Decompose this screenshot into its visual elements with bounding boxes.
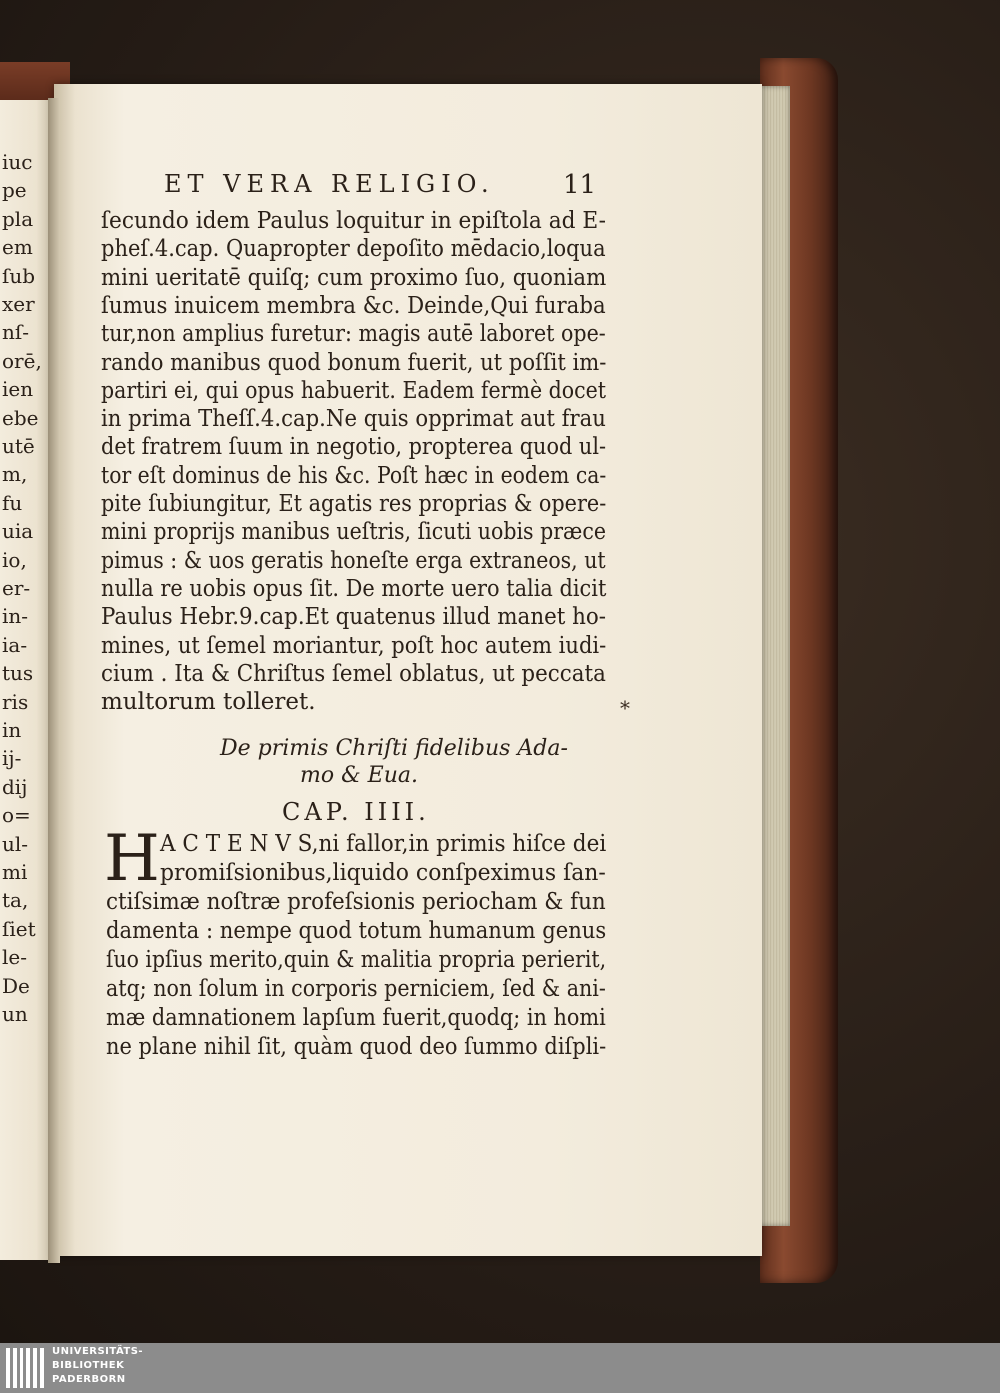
body-line: mines, ut ſemel moriantur, poſt hoc autem iudi- — [101, 632, 607, 659]
page-number: 11 — [563, 170, 597, 200]
footer-line-3: PADERBORN — [52, 1374, 126, 1385]
page-gutter — [48, 98, 60, 1263]
left-page-fragment: utē — [2, 434, 35, 458]
left-page-fragment: ris — [2, 689, 29, 714]
body-line: nulla re uobis opus ſit. De morte uero talia dicit — [101, 575, 607, 602]
body-line: tor eſt dominus de his &c. Poſt hæc in eodem ca- — [101, 462, 607, 489]
chapter-line: ctiſsimæ noſtræ profeſsionis periocham & fun — [106, 889, 606, 915]
body-line: tur,non amplius furetur: magis autē laboret ope- — [101, 321, 606, 348]
section-subtitle-line2: mo & Eua. — [300, 763, 419, 788]
left-facing-page — [0, 100, 52, 1260]
left-page-fragment: iuc — [2, 150, 33, 174]
body-line: pite ſubiungitur, Et agatis res proprias & opere- — [101, 491, 607, 517]
chapter-line: ne plane nihil ſit, quàm quod deo ſummo diſpli- — [106, 1034, 607, 1060]
library-footer — [0, 1343, 1000, 1393]
footer-line-1: UNIVERSITÄTS- — [52, 1346, 144, 1357]
left-page-fragment: ul- — [2, 831, 29, 856]
left-page-fragment: ij- — [2, 746, 22, 771]
ink-stain-mark: ⁎ — [620, 690, 630, 714]
body-line: ſumus inuicem membra &c. Deinde,Qui furaba — [101, 292, 606, 319]
left-page-fragment: er- — [2, 576, 31, 600]
left-page-fragment: ien — [2, 377, 34, 402]
left-page-fragment: em — [2, 235, 33, 260]
chapter-line: mæ damnationem lapſum fuerit,quodq; in homi — [106, 1005, 606, 1031]
chapter-line: promiſsionibus,liquido conſpeximus ſan- — [160, 860, 606, 886]
body-line: cium . Ita & Chriſtus ſemel oblatus, ut peccata — [101, 660, 606, 687]
chapter-line: atq; non ſolum in corporis perniciem, ſed & ani- — [106, 976, 606, 1002]
drop-cap-initial: H — [104, 822, 160, 896]
chapter-line: A C T E N V S,ni fallor,in primis hiſce dei — [160, 831, 607, 857]
body-line: pheſ.4.cap. Quapropter depoſito mēdacio,loqua — [101, 236, 606, 263]
left-page-fragment: ebe — [2, 405, 39, 430]
body-line: partiri ei, qui opus habuerit. Eadem fermè docet — [101, 377, 606, 404]
body-line: det fratrem ſuum in negotio, propterea quod ul- — [101, 434, 607, 461]
chapter-line: damenta : nempe quod totum humanum genus — [106, 918, 607, 944]
left-page-fragment: xer — [2, 292, 35, 316]
left-page-fragment: o= — [2, 803, 31, 828]
left-page-fragment: pla — [2, 206, 34, 231]
left-page-fragment: dij — [2, 774, 28, 799]
section-subtitle-line1: De primis Chriſti fidelibus Ada- — [220, 736, 568, 761]
left-page-fragment: in- — [2, 604, 29, 629]
body-line: mini ueritatē quiſq; cum proximo ſuo, quoniam — [101, 264, 607, 291]
left-page-fragment: ſub — [2, 263, 36, 288]
left-page-fragment: ta, — [2, 888, 29, 913]
left-page-fragment: io, — [2, 547, 27, 572]
left-page-fragment: un — [2, 1002, 28, 1026]
left-page-fragment: tus — [2, 661, 34, 686]
library-logo-icon — [6, 1348, 44, 1388]
left-page-fragment: nſ- — [2, 320, 30, 345]
body-line: multorum tolleret. — [101, 689, 316, 716]
left-page-fragment: ſiet — [2, 916, 36, 941]
body-line: in prima Theſſ.4.cap.Ne quis opprimat aut frau — [101, 406, 606, 433]
body-line: rando manibus quod bonum fuerit, ut poſſit im- — [101, 349, 607, 376]
chapter-heading: CAP. IIII. — [282, 798, 430, 826]
left-page-fragment: le- — [2, 945, 27, 970]
running-header: ET VERA RELIGIO. — [164, 170, 495, 198]
left-page-fragment: mi — [2, 860, 28, 884]
left-page-fragment: uia — [2, 519, 34, 544]
left-page-fragment: De — [2, 973, 30, 998]
chapter-line: ſuo ipſius merito,quin & malitia propria perierit, — [106, 947, 607, 973]
body-line: pimus : & uos geratis honeſte erga extraneos, ut — [101, 547, 606, 574]
left-page-fragment: orē, — [2, 348, 42, 373]
left-page-fragment: in — [2, 718, 22, 742]
left-page-fragment: m, — [2, 462, 28, 487]
left-page-fragment: ia- — [2, 632, 28, 657]
body-line: ſecundo idem Paulus loquitur in epiſtola ad E- — [101, 208, 606, 234]
footer-line-2: BIBLIOTHEK — [52, 1360, 125, 1371]
left-page-fragment: pe — [2, 178, 27, 203]
left-page-fragment: fu — [2, 490, 23, 515]
body-line: mini proprijs manibus ueſtris, ſicuti uobis præce — [101, 519, 606, 546]
body-line: Paulus Hebr.9.cap.Et quatenus illud manet ho- — [101, 604, 607, 631]
